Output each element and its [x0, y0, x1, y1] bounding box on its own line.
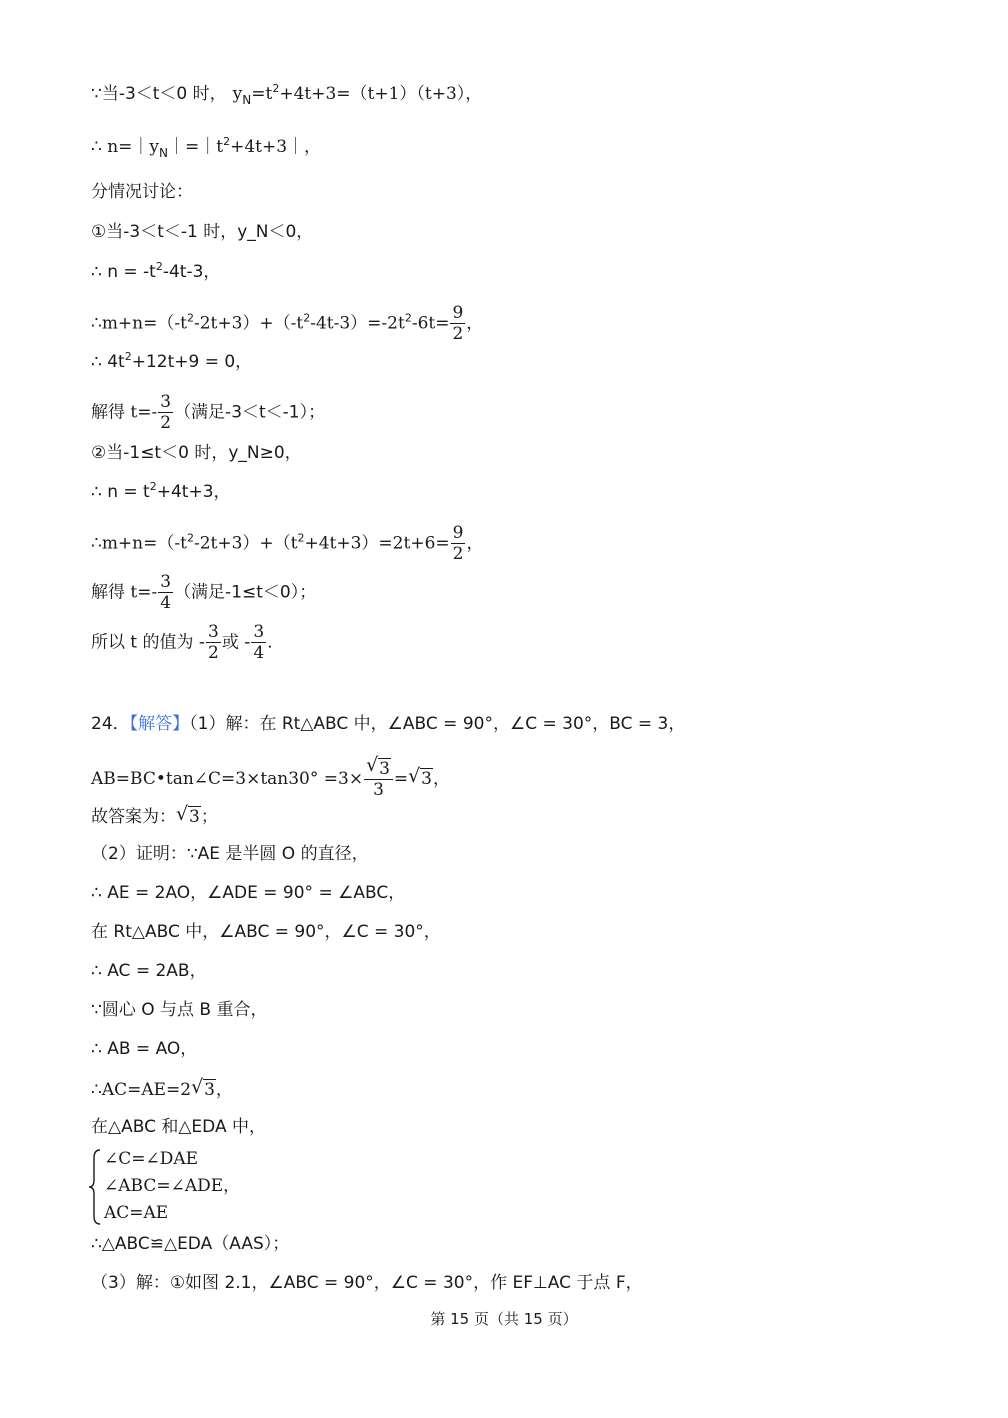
- numerator: 3: [208, 622, 219, 642]
- text: ，: [433, 769, 450, 789]
- text: ∴m+n=（-t: [91, 313, 187, 334]
- text: ∴ n = -t: [91, 262, 156, 282]
- line-10: [91, 480, 231, 504]
- line-19: 在 Rt△ABC 中，∠ABC = 90°，∠C = 30°，: [91, 922, 441, 942]
- square-root: [191, 1078, 216, 1102]
- line-22: ∴ AB = AO，: [91, 1039, 198, 1059]
- line-20: ∴ AC = 2AB，: [91, 961, 207, 981]
- text: -4t-3）=-2t: [310, 313, 405, 334]
- fraction: [450, 303, 465, 344]
- line-17: （2）证明：∵AE 是半圆 O 的直径，: [91, 844, 369, 864]
- text: +4t+3｜，: [230, 137, 322, 157]
- text: AB=BC•tan∠C=3×tan30° =3×: [91, 769, 364, 789]
- question-number: 24．: [91, 714, 130, 734]
- numerator: 3: [160, 392, 172, 412]
- line-1: [91, 82, 482, 106]
- text: （满足-3＜t＜-1）；: [174, 402, 326, 423]
- text: =: [393, 769, 409, 789]
- text: ，: [466, 313, 484, 334]
- line-12: [91, 572, 316, 613]
- line-21: ∵圆心 O 与点 B 重合，: [91, 1000, 268, 1020]
- text: ，: [215, 1080, 233, 1100]
- denominator: 2: [160, 413, 172, 433]
- text: ∴AC=AE=2: [91, 1080, 192, 1100]
- denominator: 4: [160, 593, 172, 613]
- text: ．: [267, 632, 285, 653]
- line-13: [91, 622, 284, 663]
- text: t=-: [130, 402, 158, 423]
- fraction: [451, 523, 466, 564]
- text: ∴ 4t: [91, 352, 125, 372]
- text: y: [232, 84, 243, 104]
- denominator: 2: [208, 643, 219, 663]
- text: 或 -: [221, 632, 251, 653]
- text: ∴ n=｜y: [91, 137, 160, 157]
- line-8: [91, 392, 325, 433]
- text: -2t+3）+（-t: [193, 313, 304, 334]
- radical-sign-icon: √: [191, 1076, 204, 1098]
- text: ∴ n = t: [91, 482, 150, 502]
- left-brace-icon: [88, 1148, 102, 1226]
- line-23: [91, 1078, 233, 1102]
- system-line-1: ∠C=∠DAE: [104, 1149, 199, 1169]
- text: =t: [251, 84, 273, 104]
- numerator: 3: [160, 572, 172, 592]
- text: -2t+3）+（t: [193, 533, 298, 554]
- system-line-3: AC=AE: [104, 1203, 169, 1223]
- line-14: [91, 712, 685, 736]
- system-line-2: ∠ABC=∠ADE，: [104, 1176, 241, 1196]
- text: 解得: [91, 402, 131, 423]
- fraction: [251, 622, 266, 663]
- denominator: 2: [452, 324, 464, 344]
- text: （1）解：在 Rt△ABC 中，∠ABC = 90°，∠C = 30°，BC = 3，: [189, 714, 686, 734]
- line-11: [91, 523, 483, 564]
- text: +4t+3=（t+1）（t+3），: [279, 84, 483, 104]
- text: -4t-3，: [162, 262, 221, 282]
- denominator: 4: [253, 643, 265, 663]
- text: +12t+9 = 0，: [131, 352, 253, 372]
- line-3: 分情况讨论：: [91, 182, 193, 202]
- exponent: 2: [155, 260, 163, 273]
- subscript: N: [242, 93, 252, 107]
- fraction: [158, 572, 173, 613]
- radicand: 3: [204, 1080, 215, 1100]
- exponent: 2: [223, 135, 231, 148]
- page-footer: 第 15 页（共 15 页）: [430, 1310, 578, 1328]
- exponent: 2: [124, 350, 132, 363]
- text: 故答案为：: [91, 807, 176, 827]
- text: 所以 t 的值为 -: [91, 632, 206, 653]
- square-root: [408, 767, 433, 791]
- text: 解得: [91, 582, 131, 603]
- fraction: [158, 392, 173, 433]
- text: +4t+3，: [156, 482, 231, 502]
- numerator: [364, 754, 393, 780]
- line-2: [91, 135, 321, 159]
- line-15: [91, 754, 450, 800]
- radicand: 3: [189, 807, 200, 827]
- denominator: 2: [452, 544, 464, 564]
- exponent: 2: [272, 82, 280, 95]
- radicand: 3: [421, 769, 432, 789]
- line-6: [91, 303, 483, 344]
- line-25: ∴△ABC≌△EDA（AAS）；: [91, 1234, 290, 1254]
- text: ；: [200, 807, 218, 827]
- radical-sign-icon: √: [176, 803, 189, 825]
- radical-sign-icon: √: [408, 765, 421, 787]
- line-16: [91, 805, 218, 829]
- fraction: [206, 622, 221, 663]
- exponent: 2: [186, 531, 194, 545]
- radicand: 3: [379, 759, 390, 779]
- exponent: 2: [297, 531, 305, 545]
- text: ，: [466, 533, 484, 554]
- line-4: ①当-3＜t＜-1 时，y_N＜0，: [91, 222, 314, 242]
- subscript: N: [159, 146, 169, 160]
- radical-sign-icon: √: [366, 754, 379, 776]
- line-24: 在△ABC 和△EDA 中，: [91, 1117, 266, 1137]
- denominator: 3: [373, 780, 384, 800]
- text: （满足-1≤t＜0）；: [174, 582, 317, 603]
- square-root: [366, 754, 391, 779]
- square-root: [176, 805, 201, 829]
- numerator: 3: [253, 622, 265, 642]
- line-26: （3）解：①如图 2.1，∠ABC = 90°，∠C = 30°，作 EF⊥AC 于点 F，: [91, 1273, 643, 1293]
- numerator: 9: [452, 303, 464, 323]
- exponent: 2: [186, 311, 194, 325]
- line-18: ∴ AE = 2AO，∠ADE = 90° = ∠ABC，: [91, 883, 406, 903]
- line-5: [91, 260, 220, 284]
- text: ｜=｜t: [168, 137, 224, 157]
- line-7: [91, 350, 252, 374]
- text: ∵当-3＜t＜0 时，: [91, 84, 227, 104]
- exponent: 2: [303, 311, 311, 325]
- line-9: ②当-1≤t＜0 时，y_N≥0，: [91, 443, 302, 463]
- text: ∴m+n=（-t: [91, 533, 187, 554]
- exponent: 2: [149, 480, 157, 493]
- exponent: 2: [404, 311, 412, 325]
- answer-label: 【解答】: [129, 714, 190, 734]
- text: -6t=: [411, 313, 450, 334]
- fraction: [364, 754, 393, 800]
- numerator: 9: [452, 523, 464, 543]
- text: t=-: [130, 582, 158, 603]
- text: +4t+3）=2t+6=: [304, 533, 450, 554]
